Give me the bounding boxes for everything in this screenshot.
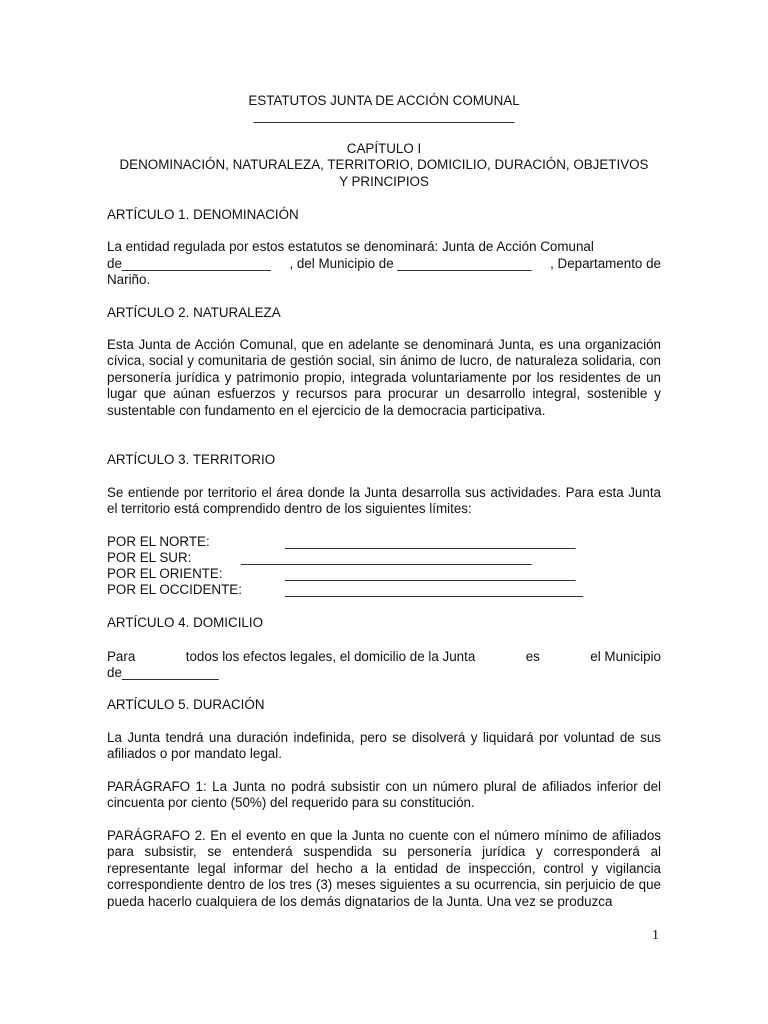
- document-title: ESTATUTOS JUNTA DE ACCIÓN COMUNAL: [248, 93, 520, 108]
- art2-heading: ARTÍCULO 2. NATURALEZA: [107, 305, 281, 320]
- limit-north: [107, 534, 661, 551]
- art5-paragrafo1: PARÁGRAFO 1: La Junta no podrá subsistir con un número plural de afiliados inferior del cincuenta por ciento (50%) del requerido para su constitución.: [107, 779, 661, 811]
- limit-south-label: POR EL SUR:: [107, 550, 192, 565]
- art5-heading: ARTÍCULO 5. DURACIÓN: [107, 697, 265, 712]
- art4-line2: de_____________: [107, 665, 219, 680]
- art1-line2-part-b: , del Municipio de __________________: [289, 256, 532, 271]
- art2-body: Esta Junta de Acción Comunal, que en adelante se denominará Junta, es una organización cívica, social y comunitaria de gestión social, sin ánimo de lucro, de naturaleza solidaria, con personería jurídica y patrimonio propio, integrada voluntariamente por los residentes de un lugar que aúnan esfuerzos y recursos para procurar un desarrollo integral, sostenible y sustentable con fundamento en el ejercicio de la democracia participativa.: [107, 337, 661, 418]
- art3-body: Se entiende por territorio el área donde la Junta desarrolla sus actividades. Para esta Junta el territorio está comprendido dentro de los siguientes límites:: [107, 485, 661, 517]
- art4-word-1: Para: [107, 649, 136, 664]
- title-rule: ___________________________________: [253, 108, 515, 123]
- art1-line2: [107, 256, 661, 272]
- art4-heading: ARTÍCULO 4. DOMICILIO: [107, 615, 264, 630]
- art4-line1: [107, 649, 661, 665]
- limit-east: [107, 566, 661, 583]
- limit-west: [107, 582, 661, 599]
- art1-line1: La entidad regulada por estos estatutos se denominará: Junta de Acción Comunal: [107, 239, 594, 254]
- chapter-name-line1: DENOMINACIÓN, NATURALEZA, TERRITORIO, DOMICILIO, DURACIÓN, OBJETIVOS: [119, 157, 649, 172]
- art4-word-4: el Municipio: [590, 649, 661, 664]
- page-number: 1: [652, 928, 659, 943]
- art1-heading: ARTÍCULO 1. DENOMINACIÓN: [107, 207, 299, 222]
- art1-line2-part-c: , Departamento de: [550, 256, 661, 271]
- limit-east-line: _______________________________________: [285, 566, 576, 581]
- limit-south-line: _______________________________________: [241, 550, 532, 565]
- chapter-name-line2: Y PRINCIPIOS: [339, 174, 429, 189]
- art1-line3: Nariño.: [107, 272, 151, 287]
- art5-body: La Junta tendrá una duración indefinida, pero se disolverá y liquidará por voluntad de sus afiliados o por mandato legal.: [107, 730, 661, 762]
- limit-north-label: POR EL NORTE:: [107, 534, 210, 549]
- chapter-number: CAPÍTULO I: [346, 141, 422, 156]
- art5-paragrafo2: PARÁGRAFO 2. En el evento en que la Junta no cuente con el número mínimo de afiliados para subsistir, se entenderá suspendida su personería jurídica y corresponderá al representante legal informar del hecho a la entidad de inspección, control y vigilancia correspondiente dentro de los tres (3) meses siguientes a su ocurrencia, sin perjuicio de que pueda hacerlo cualquiera de los demás dignatarios de la Junta. Una vez se produzca: [107, 828, 661, 909]
- limit-east-label: POR EL ORIENTE:: [107, 566, 223, 581]
- limit-west-line: ________________________________________: [285, 582, 583, 597]
- art3-heading: ARTÍCULO 3. TERRITORIO: [107, 452, 276, 467]
- art4-word-2: todos los efectos legales, el domicilio de la Junta: [185, 649, 476, 664]
- limit-west-label: POR EL OCCIDENTE:: [107, 582, 242, 597]
- art1-line2-part-a: de____________________: [107, 256, 271, 271]
- limit-south: [107, 550, 661, 567]
- art4-word-3: es: [525, 649, 540, 664]
- limit-north-line: _______________________________________: [285, 534, 576, 549]
